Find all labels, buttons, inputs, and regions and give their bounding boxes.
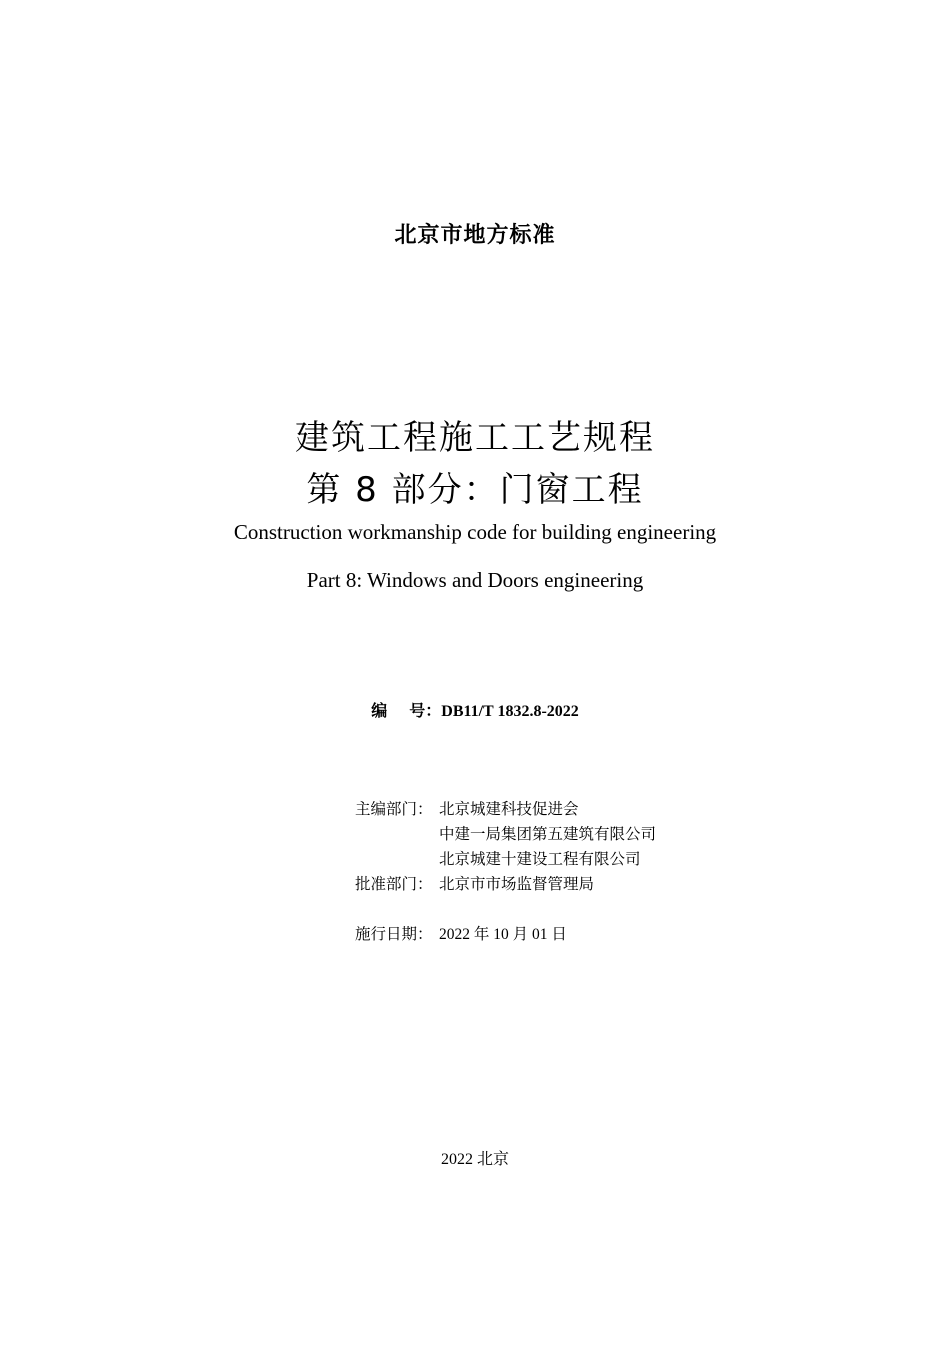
effective-date-row [355, 922, 567, 944]
chief-editor-2: 中建一局集团第五建筑有限公司 [439, 826, 657, 843]
standard-category: 北京市地方标准 [394, 223, 556, 248]
title-english-line2: Part 8: Windows and Doors engineering [306, 568, 644, 592]
approval-label: 批准部门： [355, 876, 433, 893]
title-chinese-line1: 建筑工程施工工艺规程 [295, 418, 655, 458]
title-english-line1: Construction workmanship code for building engineering [233, 520, 717, 544]
chief-editor-label: 主编部门： [355, 801, 433, 818]
code-label-char2: 号： [409, 701, 442, 720]
title-chinese-line2: 第 8 部分：门窗工程 [306, 470, 644, 510]
chief-editor-1: 北京城建科技促进会 [439, 801, 579, 818]
effective-date: 2022 年 10 月 01 日 [439, 926, 567, 943]
chief-editor-3: 北京城建十建设工程有限公司 [439, 851, 641, 868]
code-value: DB11/T 1832.8-2022 [441, 703, 579, 720]
chief-editor-row [355, 797, 579, 819]
footer-year-place: 2022 北京 [440, 1151, 509, 1168]
approval-department: 北京市市场监督管理局 [439, 876, 595, 893]
code-label-char1: 编 [371, 701, 388, 720]
approval-row [355, 872, 594, 894]
standard-code [0, 698, 950, 721]
effective-date-label: 施行日期： [355, 926, 433, 943]
